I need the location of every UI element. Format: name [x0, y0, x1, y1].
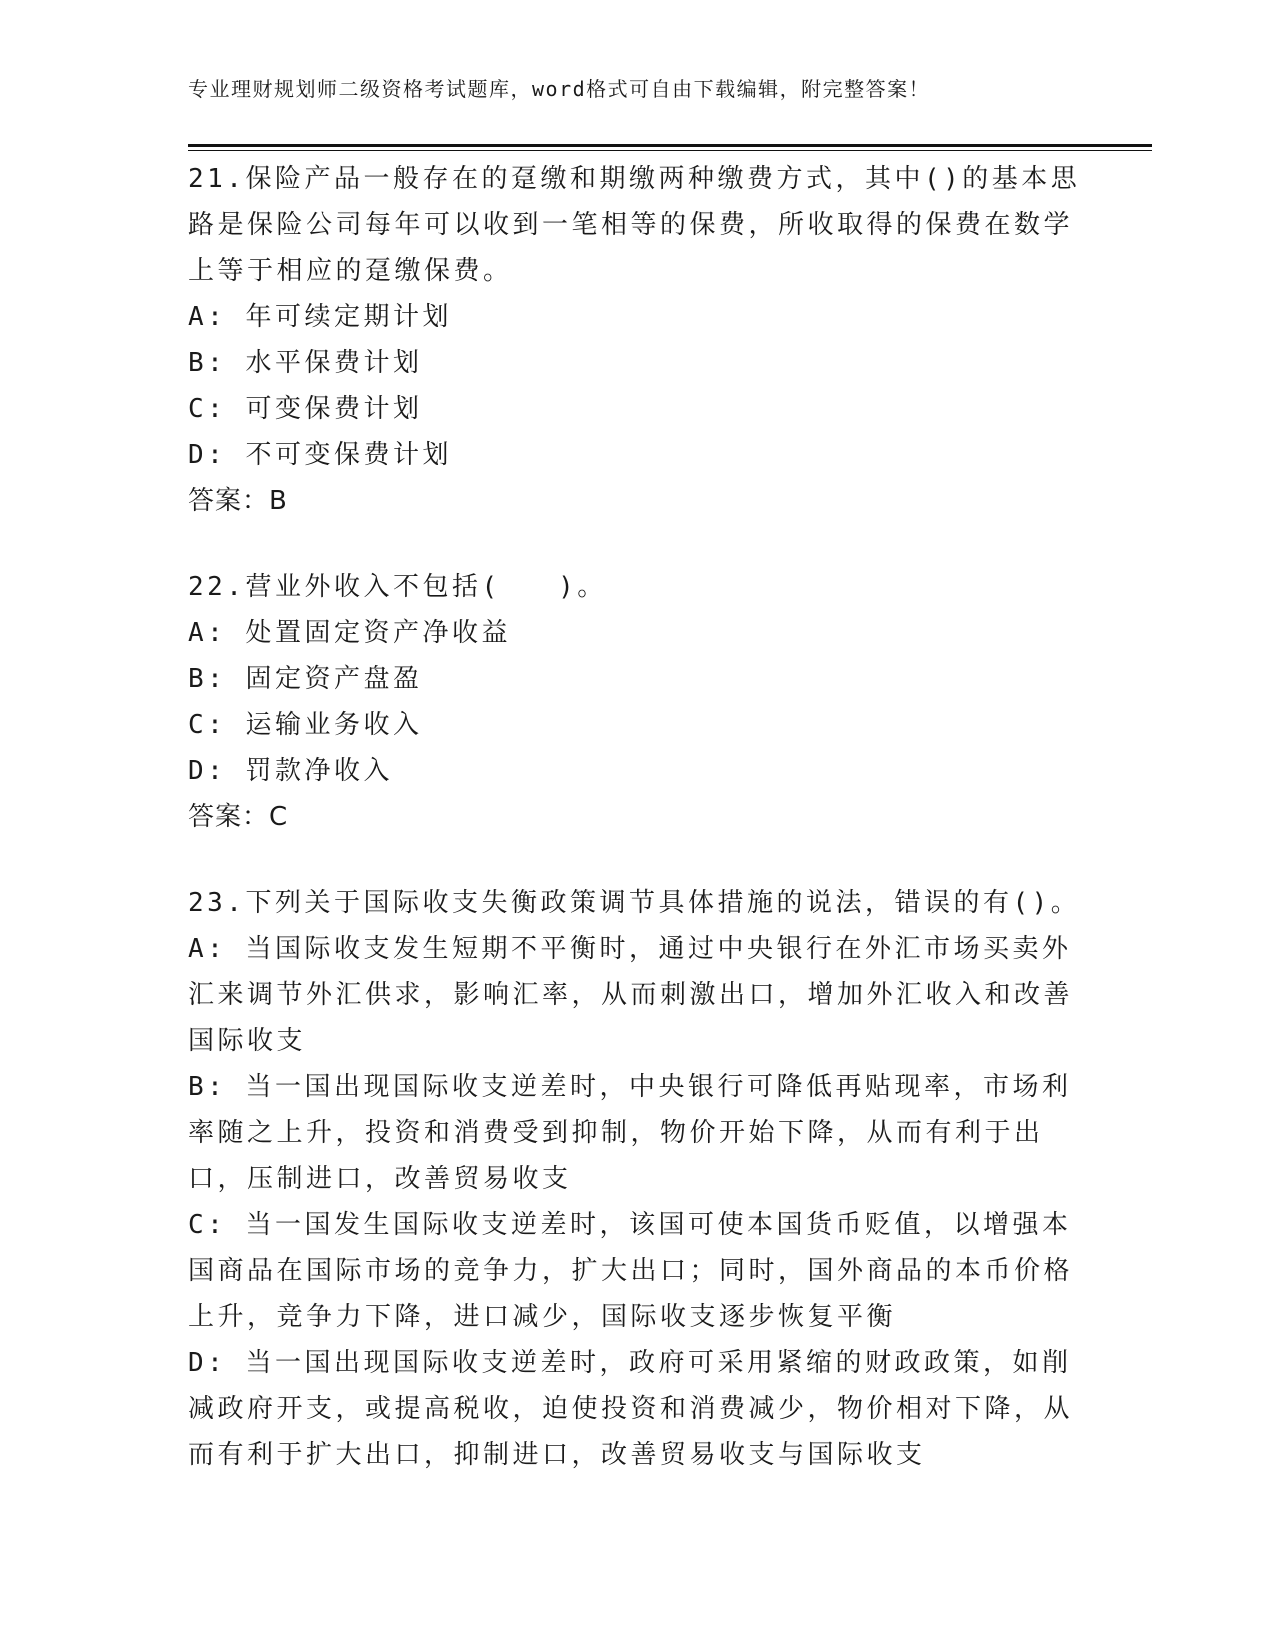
option-c: C: 可变保费计划 [188, 394, 423, 424]
option-b: B: 水平保费计划 [188, 348, 423, 378]
answer-label: 答案：B [188, 486, 288, 516]
question-22 [188, 564, 1088, 840]
header-rule-thin [188, 150, 1152, 151]
option-a: A: 当国际收支发生短期不平衡时，通过中央银行在外汇市场买卖外汇来调节外汇供求，影响汇率，从而刺激出口，增加外汇收入和改善国际收支 [188, 934, 1074, 1056]
page-header: 专业理财规划师二级资格考试题库，word格式可自由下载编辑，附完整答案！ [188, 77, 931, 101]
option-d: D: 当一国出现国际收支逆差时，政府可采用紧缩的财政政策，如削减政府开支，或提高税收，迫使投资和消费减少，物价相对下降，从而有利于扩大出口，抑制进口，改善贸易收支与国际收支 [188, 1348, 1074, 1470]
option-a: A: 年可续定期计划 [188, 302, 452, 332]
option-c: C: 当一国发生国际收支逆差时，该国可使本国货币贬值，以增强本国商品在国际市场的竞争力，扩大出口；同时，国外商品的本币价格上升，竞争力下降，进口减少，国际收支逐步恢复平衡 [188, 1210, 1074, 1332]
question-23 [188, 880, 1088, 1478]
option-b: B: 固定资产盘盈 [188, 664, 423, 694]
question-list [188, 156, 1088, 1478]
question-21 [188, 156, 1088, 524]
option-c: C: 运输业务收入 [188, 710, 423, 740]
question-stem: 23.下列关于国际收支失衡政策调节具体措施的说法，错误的有()。 [188, 888, 1081, 918]
question-stem: 22.营业外收入不包括( )。 [188, 572, 607, 602]
answer-label: 答案：C [188, 802, 289, 832]
option-a: A: 处置固定资产净收益 [188, 618, 511, 648]
header-rule-thick [188, 144, 1152, 147]
option-d: D: 罚款净收入 [188, 756, 393, 786]
option-d: D: 不可变保费计划 [188, 440, 452, 470]
question-stem: 21.保险产品一般存在的趸缴和期缴两种缴费方式，其中()的基本思路是保险公司每年可以收到一笔相等的保费，所收取得的保费在数学上等于相应的趸缴保费。 [188, 164, 1081, 286]
option-b: B: 当一国出现国际收支逆差时，中央银行可降低再贴现率，市场利率随之上升，投资和消费受到抑制，物价开始下降，从而有利于出口，压制进口，改善贸易收支 [188, 1072, 1072, 1194]
